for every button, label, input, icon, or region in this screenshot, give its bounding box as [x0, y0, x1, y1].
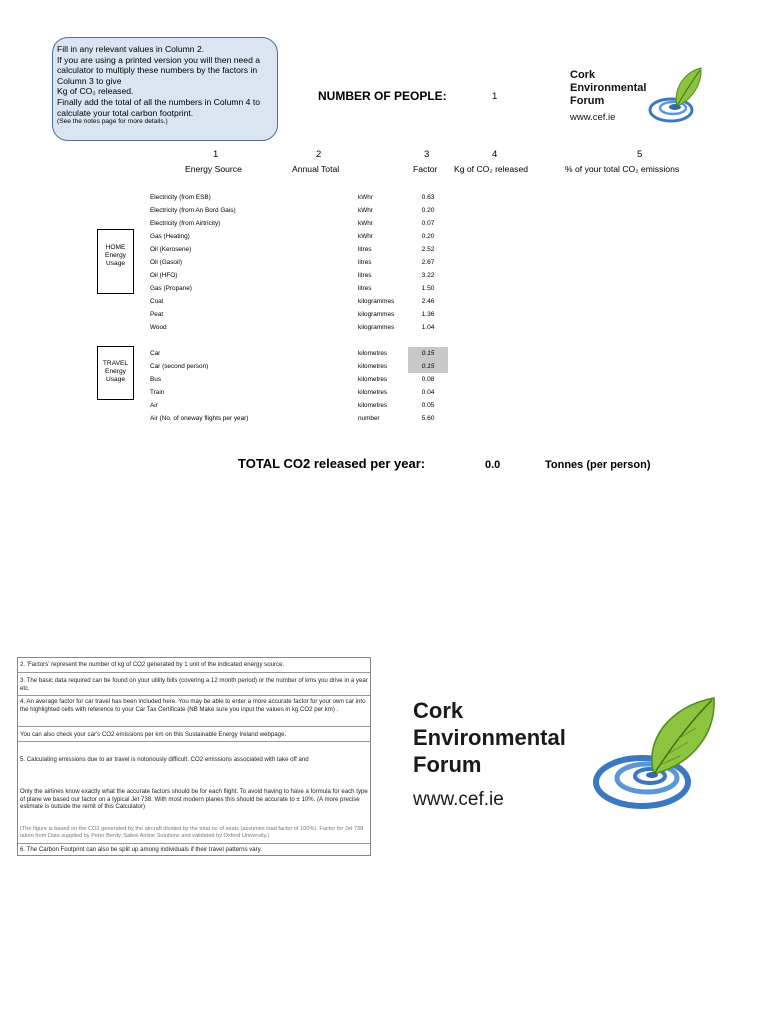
energy-source: Electricity (from ESB) [150, 194, 211, 201]
unit: litres [358, 272, 372, 279]
people-count-input[interactable]: 1 [492, 91, 498, 102]
unit: litres [358, 259, 372, 266]
leaf-logo-icon [647, 66, 705, 126]
notes-panel [17, 657, 371, 856]
col-num: 5 [637, 149, 643, 160]
factor-value: 0.05 [421, 402, 435, 409]
brand-line: Forum [570, 95, 605, 107]
energy-source: Coal [150, 298, 164, 305]
note-6: 6. The Carbon Footprint can also be split up among individuals if their travel patterns vary. [20, 846, 262, 853]
car-factor-input[interactable]: 0.15 [408, 347, 448, 360]
group-label: Energy [105, 252, 126, 259]
brand-line: Cork [413, 698, 464, 723]
energy-source: Gas (Heating) [150, 233, 190, 240]
note-2: 2. 'Factors' represent the number of kg of CO2 generated by 1 unit of the indicated energy source. [18, 658, 370, 673]
unit: kilometres [358, 376, 388, 383]
energy-source: Car [150, 350, 161, 357]
total-label: TOTAL CO2 released per year: [238, 456, 426, 471]
car-second-person-factor-input[interactable]: 0.15 [408, 360, 448, 373]
unit: kilogrammes [358, 324, 395, 331]
energy-source: Car (second person) [150, 363, 209, 370]
brand-small [570, 69, 646, 124]
factor-value: 0.08 [421, 376, 435, 383]
factor-value: 0.20 [421, 207, 435, 214]
energy-source: Electricity (from An Bord Gais) [150, 207, 236, 214]
note-5-source [18, 826, 370, 844]
note-3: 3. The basic data required can be found on your utility bills (covering a 12 month period) or the number of kms you drive in a year etc. [18, 675, 370, 696]
col-header-annual-total: Annual Total [292, 164, 340, 174]
col-num: 4 [492, 149, 498, 160]
factor-value: 3.22 [421, 272, 435, 279]
energy-source: Air [150, 402, 158, 409]
note-5-detail: Only the airlines know exactly what the accurate factors should be for each flight. To avoid having to have a formula for each type of plane we based our factor on a typical Jet 738. With most modern planes this should be accurate to ± 10%. (A more precise estimate is outside the remit of this Calculator) [20, 788, 368, 811]
factor-value: 5.60 [421, 415, 435, 422]
group-label: Usage [105, 260, 126, 267]
factor-value: 0.63 [421, 194, 435, 201]
energy-source: Gas (Propane) [150, 285, 192, 292]
brand-line: Cork [570, 69, 596, 81]
brand-line: Environmental [570, 82, 647, 94]
col-num: 2 [316, 149, 322, 160]
total-value: 0.0 [485, 459, 501, 471]
energy-source: Oil (Gasoil) [150, 259, 182, 266]
instruction-line: Fill in any relevant values in Column 2. [57, 44, 205, 54]
brand-line: Environmental [413, 725, 566, 750]
col-header-percent: % of your total CO₂ emissions [565, 164, 680, 174]
unit: kilometres [358, 402, 388, 409]
note-5: 5. Calculating emissions due to air travel is notoriously difficult. CO2 emissions associated with take off and [20, 756, 309, 763]
home-usage-box [97, 229, 134, 294]
instruction-line: Finally add the total of all the numbers in Column 4 to calculate your total carbon footprint. [57, 96, 261, 118]
unit: kWhr [358, 207, 373, 214]
brand-large [413, 697, 566, 813]
unit: number [358, 415, 380, 422]
total-unit: Tonnes (per person) [545, 459, 651, 471]
leaf-logo-icon [592, 694, 722, 814]
unit: kilogrammes [358, 298, 395, 305]
col-header-energy-source: Energy Source [185, 164, 242, 174]
group-label: TRAVEL [102, 360, 129, 367]
instruction-note: (See the notes page for more details.) [57, 118, 168, 126]
unit: litres [358, 246, 372, 253]
factor-value: 2.52 [421, 246, 435, 253]
unit: kilometres [358, 350, 388, 357]
col-num: 3 [424, 149, 430, 160]
factor-value: 1.04 [421, 324, 435, 331]
people-label: NUMBER OF PEOPLE: [318, 89, 447, 103]
energy-source: Peat [150, 311, 164, 318]
factor-value: 0.20 [421, 233, 435, 240]
travel-usage-box [97, 346, 134, 400]
energy-source: Oil (Kerosene) [150, 246, 192, 253]
energy-source: Bus [150, 376, 162, 383]
brand-url: www.cef.ie [570, 112, 616, 123]
factor-value: 1.36 [421, 311, 435, 318]
energy-source: Wood [150, 324, 167, 331]
instruction-line: Kg of CO₂ released. [57, 86, 134, 97]
factor-value: 0.07 [421, 220, 435, 227]
factor-value: 1.50 [421, 285, 435, 292]
group-label: Energy [105, 368, 126, 375]
unit: kilogrammes [358, 311, 395, 318]
note-5-source-text: (The figure is based on the CO2 generated by the aircraft divided by the total no of seats (assumes load factor of 100%). Factor for Jet 738 taken from Data supplied by Peter Berdy, Sabre Airline Solutions and validated by Oxford University.) [20, 826, 364, 839]
unit: kWhr [358, 233, 373, 240]
unit: kWhr [358, 194, 373, 201]
factor-value: 0.04 [421, 389, 435, 396]
energy-source: Air (No. of oneway flights per year) [150, 415, 249, 422]
instruction-line: If you are using a printed version you will then need a calculator to multiply these numbers by the factors in Column 3 to give [57, 54, 261, 86]
unit: litres [358, 285, 372, 292]
col-num: 1 [213, 149, 219, 160]
factor-value: 2.46 [421, 298, 435, 305]
instructions-box [52, 37, 278, 141]
group-label: Usage [105, 376, 126, 383]
note-4: 4. An average factor for car travel has been included here. You may be able to enter a more accurate factor for your own car into the highlighted cells with reference to your Car Tax Certificate (NB Make sure you input the values in kg CO2 per km) . [18, 697, 370, 727]
col-header-kg-co2: Kg of CO₂ released [454, 164, 529, 174]
unit: kilometres [358, 363, 388, 370]
energy-source: Train [150, 389, 165, 396]
unit: kWhr [358, 220, 373, 227]
unit: kilometres [358, 389, 388, 396]
factor-value: 2.67 [421, 259, 435, 266]
note-4-link[interactable]: You can also check your car's CO2 emissions per km on this Sustainable Energy Ireland webpage. [18, 728, 370, 742]
col-header-factor: Factor [413, 164, 438, 174]
brand-url: www.cef.ie [413, 789, 504, 810]
group-label: HOME [105, 244, 126, 251]
energy-source: Electricity (from Airtricity) [150, 220, 221, 227]
energy-source: Oil (HFO) [150, 272, 178, 279]
brand-line: Forum [413, 752, 482, 777]
